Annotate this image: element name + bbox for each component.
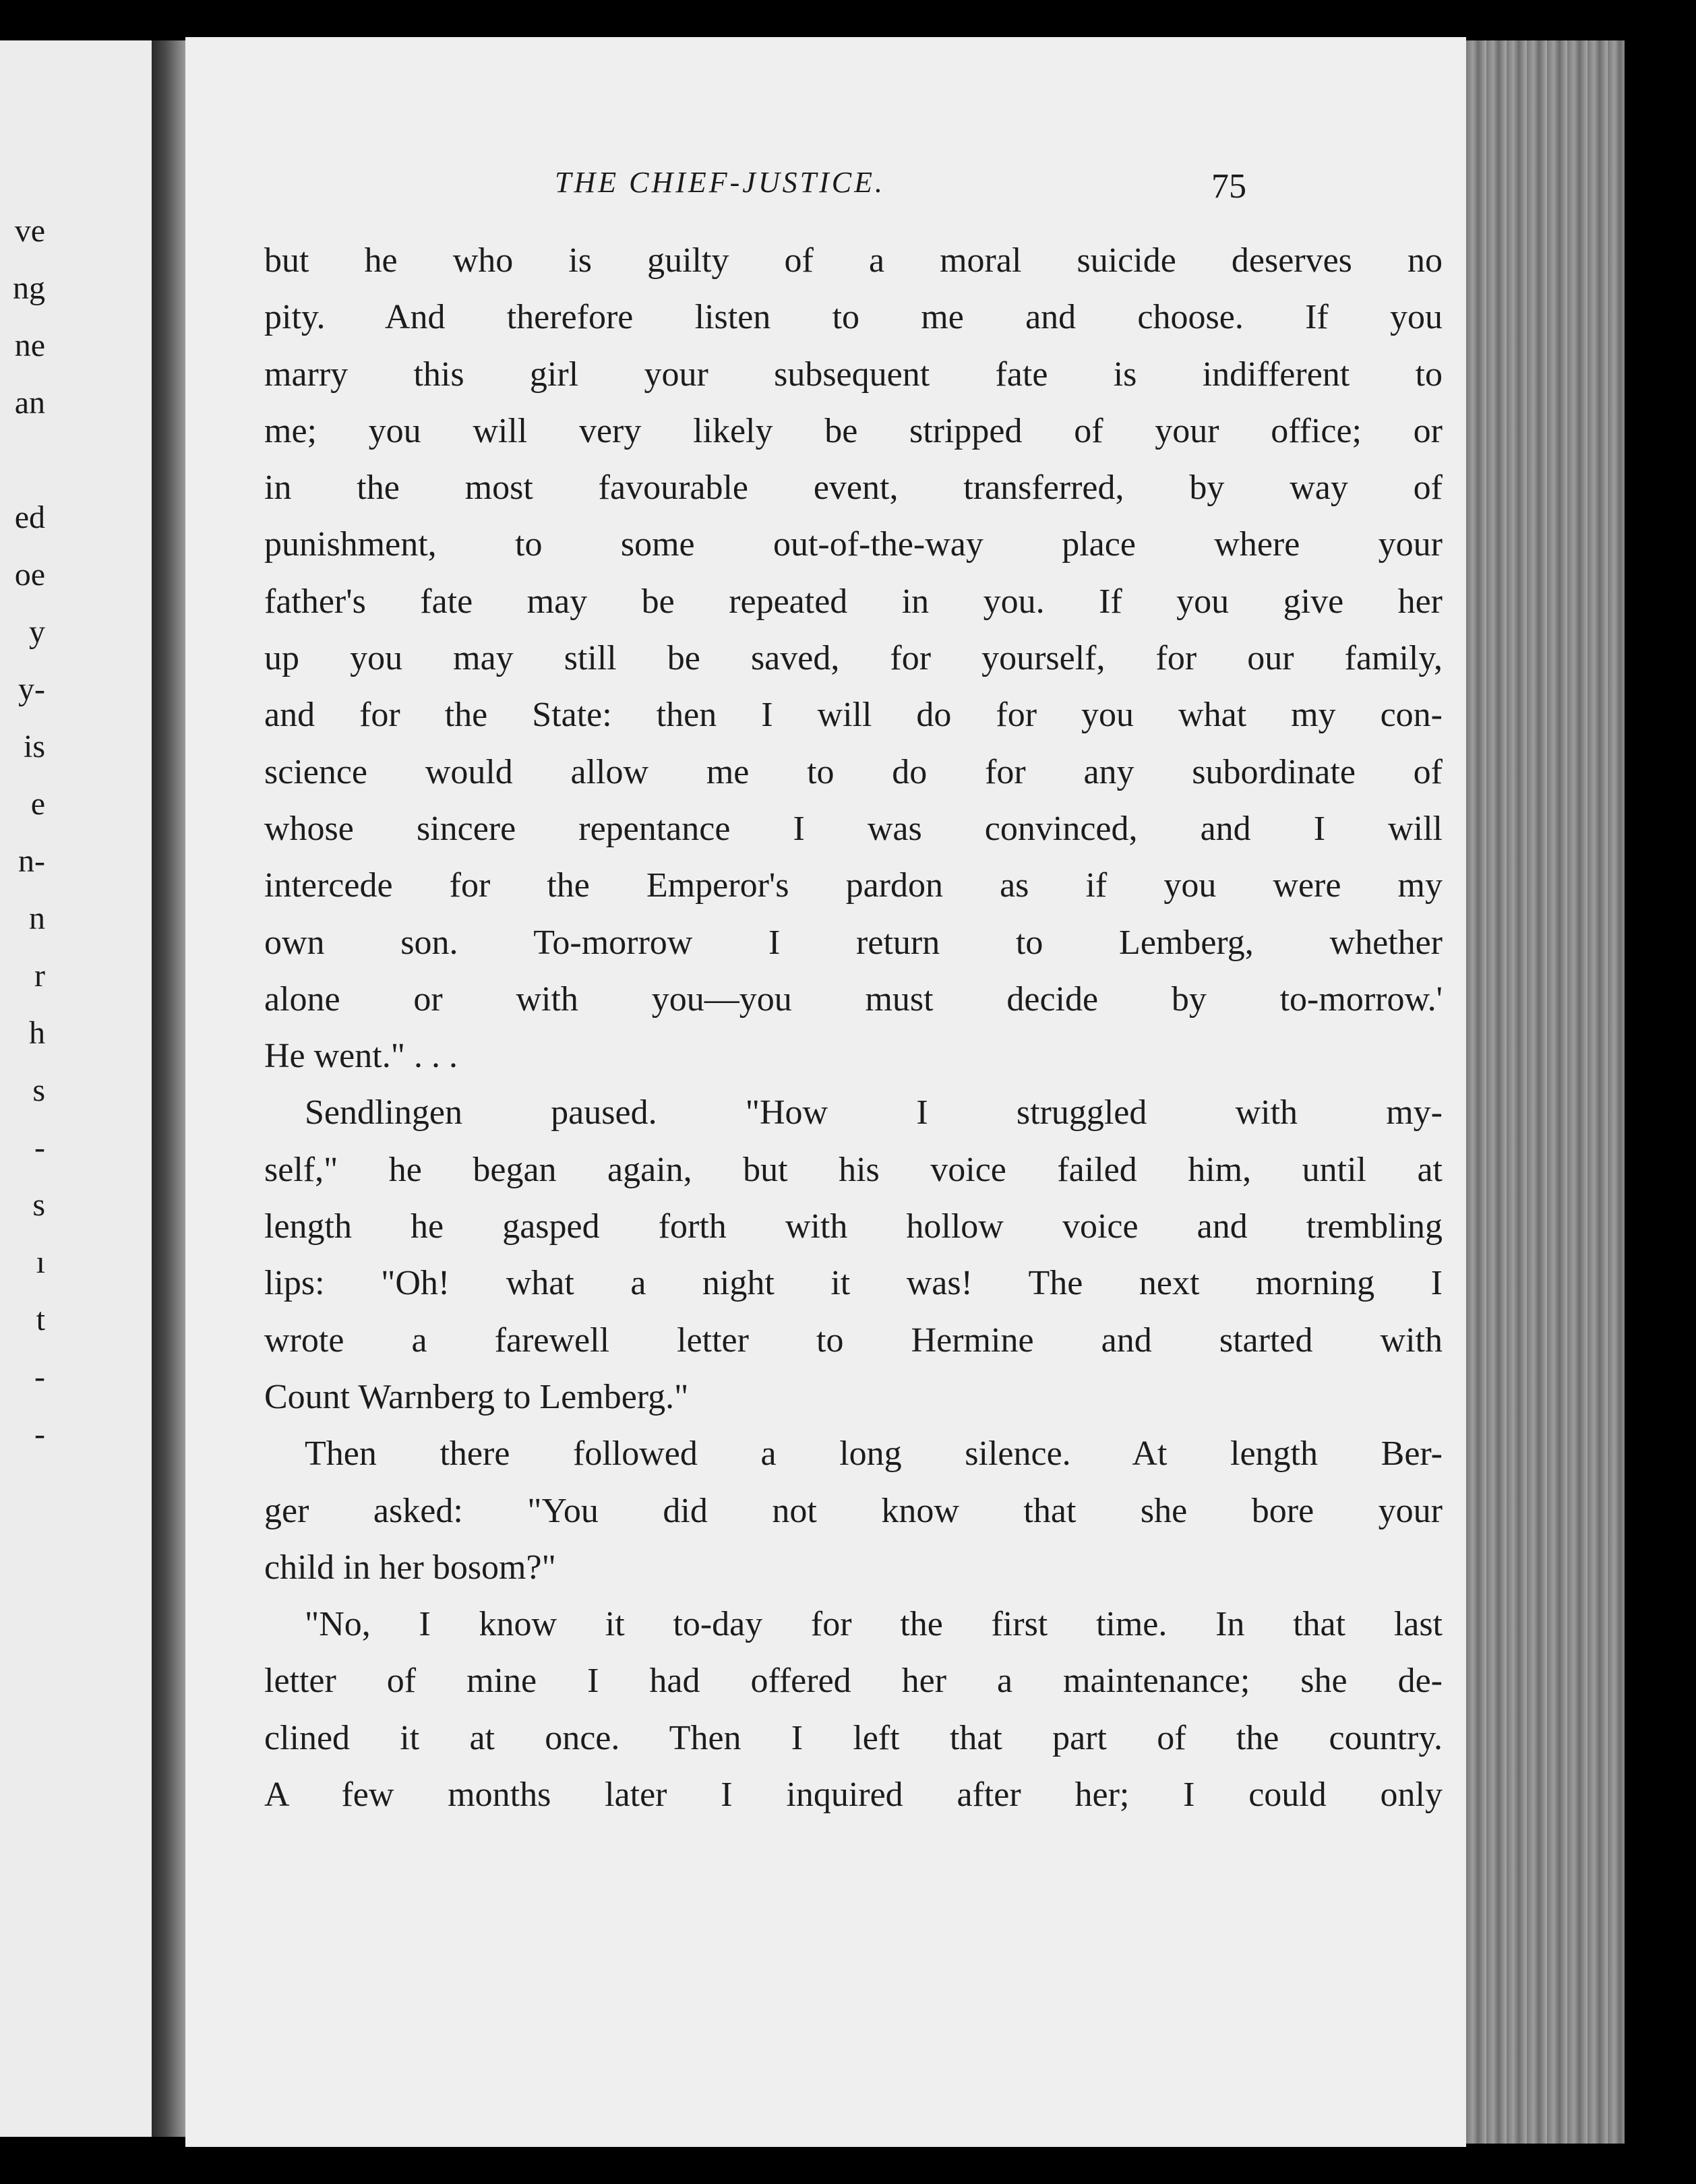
left-page-fragment: ve bbox=[14, 213, 45, 249]
text-line: child in her bosom?" bbox=[264, 1548, 556, 1587]
text-line: A few months later I inquired after her; I could only bbox=[264, 1776, 1443, 1815]
text-line: science would allow me to do for any subordinate of bbox=[264, 752, 1443, 791]
book-page bbox=[185, 37, 1466, 2147]
left-page-fragment: ng bbox=[13, 270, 45, 306]
book-gutter bbox=[152, 40, 185, 2137]
left-page-fragment: ı bbox=[36, 1244, 45, 1280]
text-line: Then there followed a long silence. At length Ber- bbox=[305, 1434, 1443, 1474]
left-page-fragment: h bbox=[29, 1015, 45, 1051]
left-page-fragment: s bbox=[32, 1072, 45, 1108]
left-page-fragment: y bbox=[29, 614, 45, 650]
text-line: wrote a farewell letter to Hermine and started with bbox=[264, 1321, 1443, 1360]
page-stack-edges bbox=[1466, 40, 1625, 2144]
left-page-fragment: - bbox=[34, 1416, 45, 1452]
text-line: length he gasped forth with hollow voice and trembling bbox=[264, 1207, 1443, 1246]
text-line: ger asked: "You did not know that she bore your bbox=[264, 1491, 1443, 1530]
text-line: lips: "Oh! what a night it was! The next morning I bbox=[264, 1264, 1443, 1303]
text-line: in the most favourable event, transferred, by way of bbox=[264, 468, 1443, 508]
page-header bbox=[185, 165, 1466, 212]
text-line: marry this girl your subsequent fate is indifferent to bbox=[264, 355, 1443, 394]
left-page-fragment: n bbox=[29, 901, 45, 936]
page-number: 75 bbox=[1211, 167, 1246, 206]
running-title: THE CHIEF-JUSTICE. bbox=[555, 166, 885, 199]
text-line: Count Warnberg to Lemberg." bbox=[264, 1377, 689, 1416]
left-page-fragment: t bbox=[36, 1302, 45, 1337]
left-page-fragment: y- bbox=[18, 671, 45, 707]
text-line: "No, I know it to-day for the first time. In that last bbox=[305, 1605, 1443, 1644]
left-page-fragment: an bbox=[14, 385, 45, 421]
left-page-fragment: n- bbox=[18, 843, 45, 879]
left-page-fragment: r bbox=[34, 958, 45, 994]
left-page-fragment: e bbox=[30, 786, 45, 822]
left-page-edge bbox=[0, 40, 152, 2137]
left-page-fragment: ed bbox=[14, 499, 45, 535]
text-line: letter of mine I had offered her a maintenance; she de- bbox=[264, 1662, 1443, 1701]
text-line: intercede for the Emperor's pardon as if you were my bbox=[264, 866, 1443, 905]
text-line: pity. And therefore listen to me and choose. If you bbox=[264, 298, 1443, 337]
left-page-fragment: s bbox=[32, 1187, 45, 1223]
left-page-fragment: oe bbox=[14, 557, 45, 593]
left-page-fragment: ne bbox=[14, 328, 45, 363]
text-line: own son. To-morrow I return to Lemberg, whether bbox=[264, 923, 1443, 962]
text-line: Sendlingen paused. "How I struggled with my- bbox=[305, 1093, 1443, 1132]
text-line: punishment, to some out-of-the-way place where your bbox=[264, 525, 1443, 564]
body-text bbox=[264, 233, 1443, 1823]
text-line: up you may still be saved, for yourself, for our family, bbox=[264, 639, 1443, 678]
text-line: self," he began again, but his voice failed him, until at bbox=[264, 1150, 1443, 1189]
text-line: alone or with you—you must decide by to-morrow.' bbox=[264, 979, 1443, 1019]
left-page-fragment: - bbox=[34, 1359, 45, 1395]
text-line: clined it at once. Then I left that part of the country. bbox=[264, 1718, 1443, 1757]
left-page-fragment: is bbox=[23, 729, 45, 764]
text-line: whose sincere repentance I was convinced, and I will bbox=[264, 809, 1443, 848]
text-line: but he who is guilty of a moral suicide deserves no bbox=[264, 241, 1443, 280]
text-line: me; you will very likely be stripped of your office; or bbox=[264, 411, 1443, 450]
left-page-fragment: - bbox=[34, 1130, 45, 1165]
text-line: father's fate may be repeated in you. If you give her bbox=[264, 582, 1443, 621]
text-line: and for the State: then I will do for you what my con- bbox=[264, 696, 1443, 735]
text-line: He went." . . . bbox=[264, 1037, 458, 1076]
